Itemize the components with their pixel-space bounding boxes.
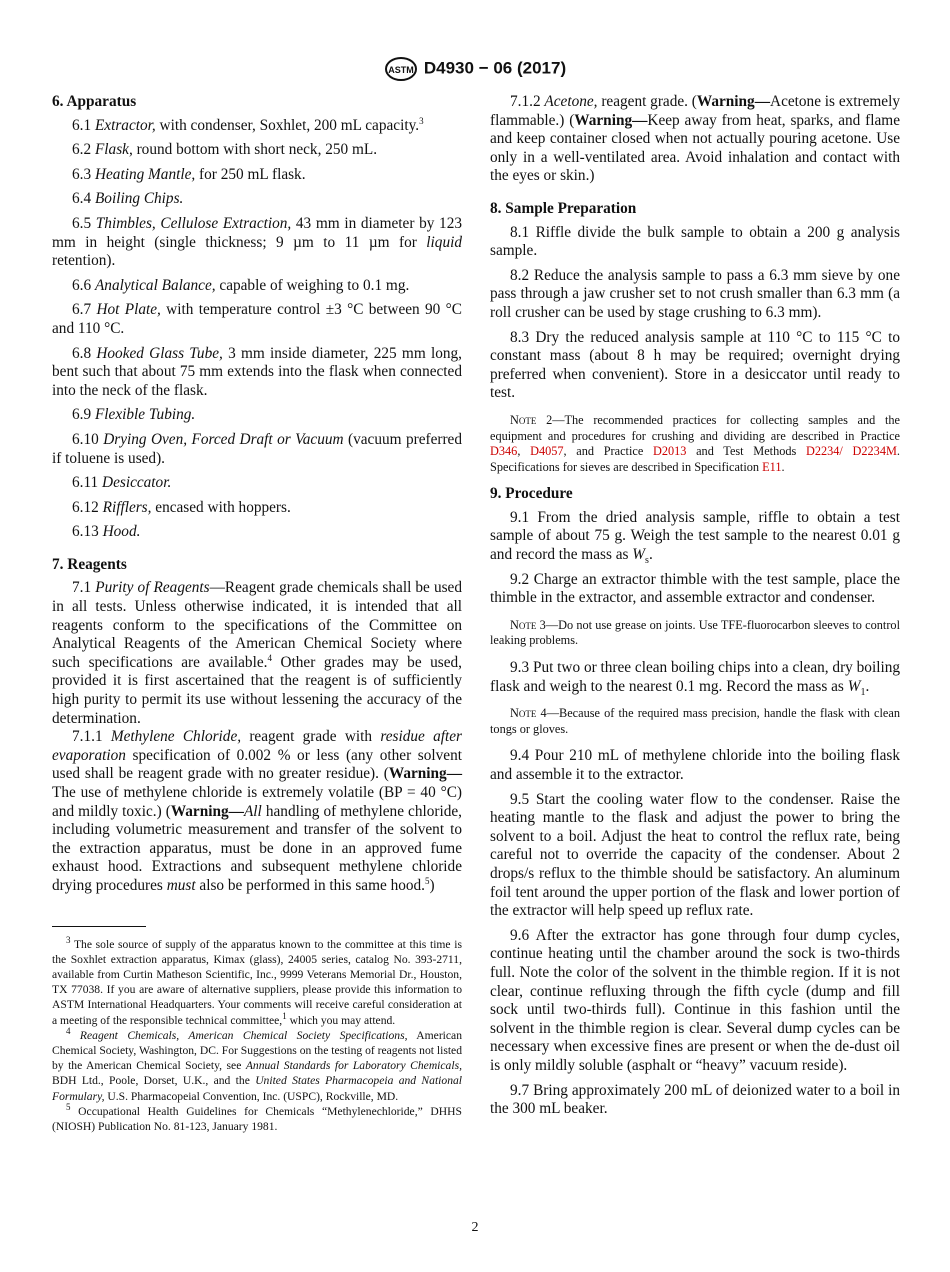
text-run: Acetone,	[544, 93, 598, 110]
paragraph	[490, 224, 900, 261]
text-run: Reagent Chemicals, American Chemical Society Specifications	[79, 1028, 405, 1042]
page-header	[0, 56, 950, 82]
text-run: Flask,	[94, 141, 133, 159]
paragraph	[490, 659, 900, 696]
text-run: All	[243, 802, 262, 820]
paragraph	[52, 431, 462, 468]
text-run: W	[847, 677, 861, 695]
text-run: Warning—	[170, 802, 244, 820]
text-run: Occupational Health Guidelines for Chemicals “Methylenechloride,” DHHS (NIOSH) Publication No. 81-123, January 1981.	[52, 1104, 462, 1133]
text-run: Purity of Reagents	[95, 579, 210, 597]
text-run: 8.1 Riffle divide the bulk sample to obtain a 200 g analysis sample.	[490, 223, 900, 260]
text-run: residue after evaporation	[52, 728, 462, 764]
text-run: 9.7 Bring approximately 200 mL of deionized water to a boil in the 300 mL beaker.	[490, 1081, 900, 1118]
text-run: Analytical Balance,	[94, 276, 216, 294]
paragraph	[490, 571, 900, 608]
paragraph	[52, 141, 462, 160]
text-run: Flexible Tubing.	[94, 406, 196, 424]
text-run: Hooked Glass Tube,	[96, 344, 223, 362]
section-heading	[490, 485, 900, 504]
paragraph	[52, 406, 462, 425]
reference-link[interactable]: E11	[762, 459, 782, 474]
paragraph	[52, 301, 462, 338]
text-run: BDH Ltd., Poole, Dorset, U.K., and the	[52, 1074, 256, 1088]
astm-logo-icon	[384, 56, 418, 82]
text-run: 9.2 Charge an extractor thimble with the test sample, place the thimble in the extractor, and assemble extractor and condenser.	[490, 570, 900, 607]
text-run: reagent grade with	[241, 728, 381, 746]
text-run	[71, 1029, 80, 1042]
reference-link[interactable]: D2013	[652, 444, 687, 459]
right-column	[490, 93, 900, 1125]
text-run: Boiling Chips.	[94, 190, 184, 208]
text-run: . Specifications for sieves are described in Specification	[490, 444, 900, 474]
section-heading	[52, 556, 462, 575]
text-run: 1	[282, 1010, 287, 1021]
text-run: 9.3 Put two or three clean boiling chips into a clean, dry boiling flask and weigh to the nearest 0.1 mg. Record the mass as	[490, 659, 900, 695]
text-run: Extractor,	[94, 116, 156, 134]
text-run: 8.3 Dry the reduced analysis sample at 110 °C to 115 °C to constant mass (about 8 h may be required; overnight drying preferred when convenient). Store in a desiccator until ready to test.	[490, 328, 900, 402]
text-run: retention).	[52, 252, 116, 270]
text-run: handling of methylene chloride, including volumetric measurement and transfer of the solvent to the extraction apparatus, must be done in an approved fume exhaust hood. Extractions and subsequent methylene chloride drying procedures	[52, 802, 462, 894]
text-run: specification of 0.002 % or less (any other solvent used shall be reagent grade with no greater residue). (	[52, 746, 462, 783]
text-run: Hood.	[102, 523, 141, 541]
paragraph	[490, 509, 900, 565]
paragraph	[490, 267, 900, 323]
text-run: U.S. Pharmacopeial Convention, Inc. (USPC), Rockville, MD.	[104, 1089, 399, 1103]
text-run: s	[645, 555, 649, 567]
document-designation: D4930 − 06 (2017)	[423, 58, 567, 78]
text-run: The use of methylene chloride is extremely volatile (BP = 40 °C) and mildly toxic.) (	[52, 784, 462, 820]
section-heading	[52, 93, 462, 112]
text-run: 3 mm inside diameter, 225 mm long, bent such that about 75 mm extends into the flask when connected into the neck of the flask.	[52, 344, 462, 399]
text-run: .	[865, 677, 870, 695]
text-run: with temperature control ±3 °C between 90 °C and 110 °C.	[52, 301, 462, 337]
text-run: Acetone is extremely flammable.) (	[490, 93, 900, 129]
text-run: with condenser, Soxhlet, 200 mL capacity.	[155, 116, 420, 134]
text-run: 4—Because of the required mass precision, handle the flask with clean tongs or gloves.	[490, 706, 900, 736]
text-run: also be performed in this same hood.	[195, 876, 426, 894]
paragraph	[52, 277, 462, 296]
paragraph	[490, 927, 900, 1076]
text-run: for 250 mL flask.	[195, 165, 306, 183]
text-run: 7.1.1	[72, 728, 111, 746]
text-run: .	[781, 459, 785, 474]
text-run: Warning—	[388, 765, 462, 783]
reference-link[interactable]: D4057	[530, 444, 564, 459]
paragraph	[52, 728, 462, 895]
note	[490, 413, 900, 475]
text-run: 9.6 After the extractor has gone through four dump cycles, continue heating until the chamber around the sock is two-thirds full. Note the color of the solvent in the thimble region. If it is not clear, continue refluxing through the fifth cycle (dump and fill sock until two-thirds full). Continue in this fashion until the solvent in the thimble region is clear. Several dump cycles can be necessary when excessive fines are present or when the de-dust oil is only mildly soluble (asphalt or “heavy” vacuum reside).	[490, 926, 900, 1074]
text-run: United States Pharmacopeia and National Formulary,	[52, 1074, 463, 1103]
text-run: )	[429, 876, 435, 894]
text-run: The sole source of supply of the apparatus known to the committee at this time is the Soxhlet extraction apparatus, Kimax (glass), 24005 series, catalog No. 393-2711, available from Curtin Matheson Scientific, Inc., 9999 Veterans Memorial Dr., Houston, TX 77038. If you are aware of alternative suppliers, please provide this information to ASTM International Headquarters. Your comments will receive careful consideration at a meeting of the responsible technical committee,	[52, 937, 462, 1027]
text-run: 43 mm in diameter by 123 mm in height (single thickness; 9 µm to 11 µm for	[52, 214, 462, 251]
text-run: 3	[66, 934, 71, 945]
text-run: encased with hoppers.	[151, 498, 291, 516]
footnote	[52, 1025, 463, 1104]
text-run: 6.12	[72, 498, 103, 516]
text-run: 6.8	[72, 344, 97, 362]
text-run: and Test Methods	[686, 444, 806, 459]
text-run: 6.1	[72, 116, 95, 134]
text-run: 9.4 Pour 210 mL of methylene chloride into the boiling flask and assemble it to the extractor.	[490, 747, 900, 783]
paragraph	[52, 166, 462, 185]
footnote	[52, 1101, 462, 1134]
text-run: 5	[66, 1101, 71, 1112]
paragraph	[52, 523, 462, 542]
text-run: must	[166, 876, 196, 894]
paragraph	[490, 329, 900, 403]
text-run: 3	[419, 115, 424, 126]
text-run: Heating Mantle,	[94, 165, 196, 183]
note	[490, 706, 900, 737]
text-run: 4	[66, 1025, 71, 1036]
text-run: , American Chemical Society, Washington, DC. For Suggestions on the testing of reagents not listed by the American Chemical Society, see	[52, 1028, 462, 1073]
paragraph	[490, 791, 900, 921]
footnote-divider	[52, 926, 146, 927]
text-run: Note	[510, 706, 537, 721]
paragraph	[52, 474, 462, 493]
text-run: 8. Sample Preparation	[490, 199, 637, 217]
text-run: Hot Plate,	[96, 301, 161, 319]
text-run: 9.1 From the dried analysis sample, riffle to obtain a test sample of about 75 g. Weigh the test sample to the nearest 0.01 g and record the mass as	[490, 508, 900, 564]
text-run: 7.1	[72, 579, 96, 597]
reference-link[interactable]: D2234/ D2234M	[805, 444, 897, 459]
paragraph	[52, 190, 462, 209]
reference-link[interactable]: D346	[490, 444, 518, 459]
paragraph	[52, 215, 462, 271]
text-run: (vacuum preferred if toluene is used).	[52, 430, 462, 467]
text-run: ,	[517, 444, 531, 459]
paragraph	[52, 579, 462, 728]
text-run: 4	[267, 652, 272, 663]
text-run: Warning—	[574, 111, 648, 129]
text-run: .	[648, 546, 653, 564]
text-run: which you may attend.	[286, 1013, 396, 1027]
text-run: 6.13	[72, 523, 103, 541]
text-run: reagent grade. (	[597, 93, 697, 110]
text-run: Drying Oven, Forced Draft or Vacuum	[103, 430, 344, 448]
text-run: 6.3	[72, 165, 95, 183]
text-run: Note	[510, 412, 537, 427]
text-run: 8.2 Reduce the analysis sample to pass a 6.3 mm sieve by one pass through a jaw crusher set to not crush smaller than 6.3 mm (a roll crusher can be used by stage crushing to 6.3 mm).	[490, 266, 900, 321]
text-run: 6. Apparatus	[52, 93, 137, 110]
text-run: round bottom with short neck, 250 mL.	[132, 141, 378, 159]
text-run: liquid	[426, 233, 462, 251]
paragraph	[490, 93, 900, 186]
section-heading	[490, 200, 900, 219]
paragraph	[52, 499, 462, 518]
text-run: 2—The recommended practices for collecting samples and the equipment and procedures for crushing and dividing are described in Practice	[490, 412, 900, 443]
paragraph	[52, 345, 462, 401]
text-run: 6.6	[72, 276, 95, 294]
text-run: 9. Procedure	[490, 485, 573, 503]
note	[490, 618, 900, 649]
text-run: 3—Do not use grease on joints. Use TFE-fluorocarbon sleeves to control leaking problems.	[490, 617, 900, 648]
text-run: Rifflers,	[102, 498, 152, 516]
text-run: 6.4	[72, 190, 95, 208]
text-run: Desiccator.	[102, 474, 172, 492]
text-run: 6.7	[72, 301, 97, 319]
text-run: capable of weighing to 0.1 mg.	[215, 276, 410, 294]
paragraph	[52, 117, 462, 136]
text-run: 6.2	[72, 141, 95, 159]
text-run: W	[632, 546, 646, 564]
text-run: 7.1.2	[510, 93, 545, 110]
text-run: Other grades may be used, provided it is first ascertained that the reagent is of sufficiently high purity to permit its use without lessening the accuracy of the determination.	[52, 653, 462, 727]
text-run: 1	[860, 686, 866, 698]
text-run: Keep away from heat, sparks, and flame and keep container closed when not actually pouring acetone. Use only in a well-ventilated area. Avoid inhalation and contact with the eyes or skin.)	[490, 111, 900, 185]
text-run: 9.5 Start the cooling water flow to the condenser. Raise the heating mantle to the flask and adjust the power to bring the solvent to a boil. Adjust the heat to control the reflux rate, being careful not to override the capacity of the condenser. About 2 drops/s reflux to the thimble should be satisfactory. An aluminum foil tent around the upper portion of the flask and lower portion of the extractor will help speed up reflux rate.	[490, 790, 900, 920]
text-run: 6.5	[72, 214, 96, 232]
paragraph	[490, 1082, 900, 1119]
text-run: Note	[510, 617, 537, 632]
svg-text:ASTM: ASTM	[388, 65, 414, 75]
text-run: Methylene Chloride,	[110, 728, 242, 746]
text-run: 6.9	[72, 406, 95, 424]
text-run: 7. Reagents	[52, 555, 127, 573]
paragraph	[490, 747, 900, 784]
left-column	[52, 93, 462, 1134]
text-run: , and Practice	[563, 444, 653, 459]
text-run: Annual Standards for Laboratory Chemicals,	[245, 1059, 462, 1073]
text-run: —Reagent grade chemicals shall be used in all tests. Unless otherwise indicated, it is intended that all reagents conform to the specifications of the Committee on Analytical Reagents of the American Chemical Society where such specifications are available.	[52, 579, 462, 671]
footnote	[52, 934, 462, 1028]
page-number: 2	[471, 1220, 479, 1235]
text-run: 6.10	[72, 430, 104, 448]
text-run: Warning—	[696, 93, 771, 110]
text-run: 6.11	[72, 474, 103, 492]
text-run: Thimbles, Cellulose Extraction,	[95, 214, 292, 232]
text-run: 5	[425, 875, 430, 886]
